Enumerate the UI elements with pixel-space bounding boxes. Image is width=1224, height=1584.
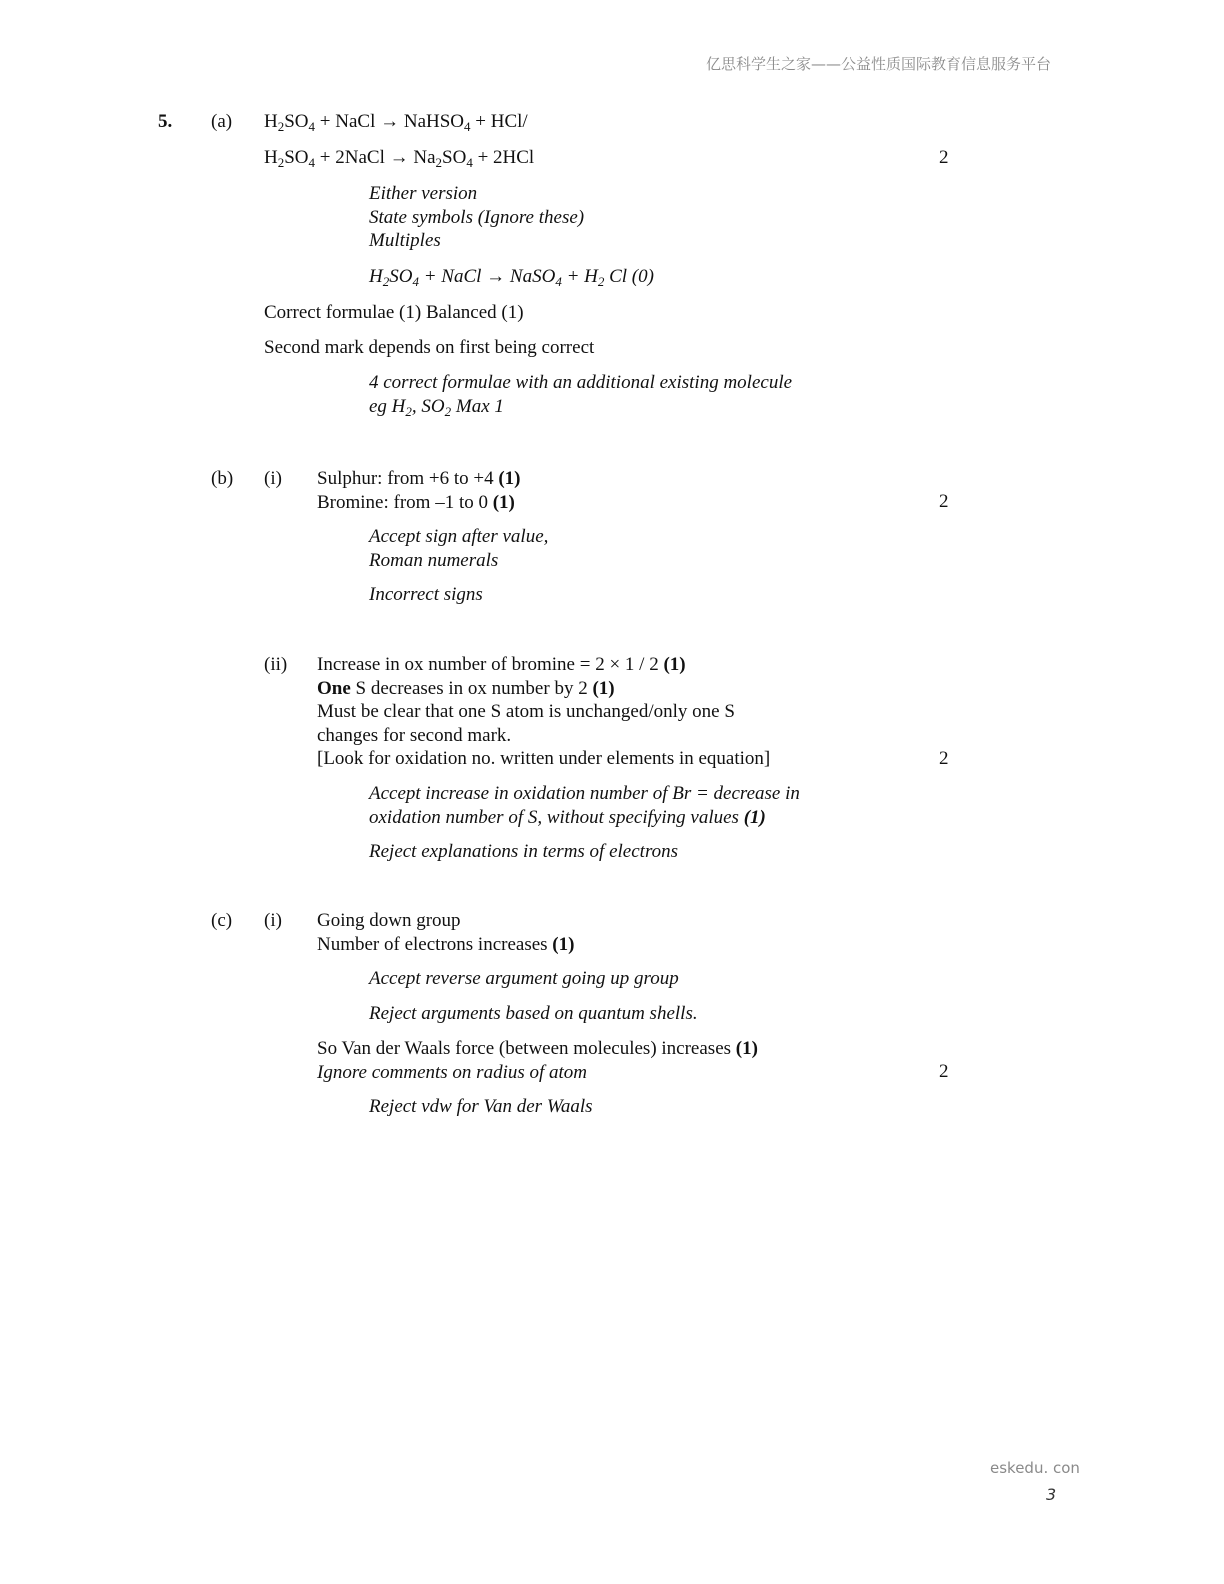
part-a-label: (a) bbox=[211, 111, 233, 132]
note-line: State symbols (Ignore these) bbox=[369, 206, 585, 228]
note-line: Accept increase in oxidation number of Br = decrease in bbox=[369, 783, 800, 804]
note-line: 4 correct formulae with an additional existing molecule bbox=[369, 372, 793, 393]
answer-line: One S decreases in ox number by 2 (1) bbox=[317, 677, 615, 699]
part-c-i-mark: 2 bbox=[939, 1061, 949, 1082]
note-line: Roman numerals bbox=[369, 549, 499, 571]
part-b-ii-label: (ii) bbox=[264, 654, 288, 675]
answer-line: Number of electrons increases (1) bbox=[317, 933, 575, 955]
part-b-i-label: (i) bbox=[264, 468, 282, 489]
part-b-i-answer bbox=[317, 467, 521, 514]
part-b-ii-reject: Reject explanations in terms of electrons bbox=[369, 841, 679, 862]
answer-line: changes for second mark. bbox=[317, 724, 512, 746]
answer-line: Going down group bbox=[317, 910, 461, 931]
part-c-i-reject-2: Reject vdw for Van der Waals bbox=[369, 1096, 593, 1117]
part-c-label: (c) bbox=[211, 910, 233, 931]
question-number: 5. bbox=[158, 111, 173, 132]
part-c-i-accept: Accept reverse argument going up group bbox=[369, 968, 679, 989]
answer-line: Ignore comments on radius of atom bbox=[317, 1061, 588, 1083]
part-a-mark: 2 bbox=[939, 147, 949, 168]
part-b-ii-accept bbox=[369, 782, 800, 829]
part-b-i-mark: 2 bbox=[939, 491, 949, 512]
part-b-label: (b) bbox=[211, 468, 234, 489]
criteria-line-1: Correct formulae (1) Balanced (1) bbox=[264, 302, 524, 323]
part-b-i-accept bbox=[369, 525, 548, 572]
answer-line: So Van der Waals force (between molecules) increases (1) bbox=[317, 1038, 758, 1059]
note-line: Accept sign after value, bbox=[369, 526, 549, 547]
part-c-i-label: (i) bbox=[264, 910, 282, 931]
note-line: eg $H_2$, $SO_2$ Max 1 bbox=[369, 395, 504, 419]
part-c-i-answer bbox=[317, 909, 574, 956]
header-site-title: 亿思科学生之家——公益性质国际教育信息服务平台 bbox=[706, 55, 1052, 73]
part-b-ii-mark: 2 bbox=[939, 748, 949, 769]
part-b-i-reject: Incorrect signs bbox=[369, 584, 483, 605]
part-c-i-reject: Reject arguments based on quantum shells. bbox=[369, 1003, 698, 1024]
note-line: Multiples bbox=[369, 230, 441, 251]
footer-domain: eskedu. con bbox=[990, 1459, 1080, 1477]
answer-line: Must be clear that one S atom is unchanged/only one S bbox=[317, 701, 735, 722]
note-line: oxidation number of S, without specifying values (1) bbox=[369, 806, 766, 828]
answer-line: [Look for oxidation no. written under elements in equation] bbox=[317, 748, 771, 769]
equation-2: $H_2SO_4$ + 2NaCl → $Na_2SO_4 + 2HCl$ bbox=[264, 147, 535, 170]
part-a-notes bbox=[369, 182, 584, 253]
reject-equation: $H_2SO_4$ + NaCl → NaSO$_4$ + $H_2$ Cl (0) bbox=[369, 266, 654, 289]
note-line: Either version bbox=[369, 183, 478, 204]
criteria-line-2: Second mark depends on first being correct bbox=[264, 337, 595, 358]
answer-line: Increase in ox number of bromine = 2 × 1 / 2 (1) bbox=[317, 654, 686, 675]
answer-line: Bromine: from –1 to 0 (1) bbox=[317, 491, 515, 513]
equation-1: $H_2SO_4$ + NaCl → NaHSO$_4$ + HCl/ bbox=[264, 111, 528, 134]
answer-line: Sulphur: from +6 to +4 (1) bbox=[317, 468, 521, 489]
part-c-i-answer-2 bbox=[317, 1037, 758, 1084]
page-number: 3 bbox=[1046, 1485, 1057, 1504]
part-a-note-2 bbox=[369, 371, 792, 418]
part-b-ii-answer bbox=[317, 653, 770, 771]
